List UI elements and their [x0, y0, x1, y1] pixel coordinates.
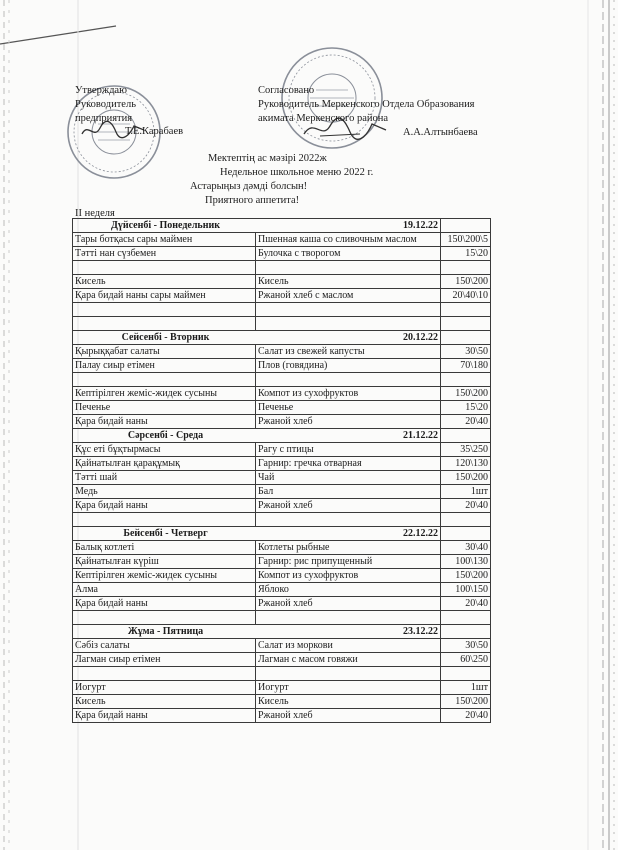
dish-kz: Лагман сиыр етімен — [73, 653, 256, 667]
dish-kz: Кисель — [73, 275, 256, 289]
day-header-row — [73, 625, 491, 639]
empty-cell — [441, 261, 491, 275]
menu-row — [73, 359, 491, 373]
menu-row — [73, 471, 491, 485]
dish-kz: Кептірілген жеміс-жидек сусыны — [73, 387, 256, 401]
menu-table — [72, 218, 491, 723]
portion: 150\200 — [441, 275, 491, 289]
portion: 20\40 — [441, 597, 491, 611]
day-header-cell — [73, 429, 441, 443]
empty-cell — [256, 513, 441, 527]
empty-cell — [73, 373, 256, 387]
menu-row — [73, 681, 491, 695]
menu-row — [73, 415, 491, 429]
dish-kz: Тары ботқасы сары маймен — [73, 233, 256, 247]
empty-cell — [441, 513, 491, 527]
portion: 150\200\5 — [441, 233, 491, 247]
empty-cell — [73, 611, 256, 625]
day-header-row — [73, 219, 491, 233]
portion: 120\130 — [441, 457, 491, 471]
empty-cell — [256, 261, 441, 275]
empty-cell — [73, 261, 256, 275]
day-header-row — [73, 527, 491, 541]
dish-kz: Сәбіз салаты — [73, 639, 256, 653]
day-header-cell — [73, 219, 441, 233]
day-date: 19.12.22 — [403, 220, 438, 231]
approval-organization: предприятия — [75, 113, 133, 124]
approval-title: Утверждаю — [75, 85, 127, 96]
menu-title-ru: Недельное школьное меню 2022 г. — [220, 167, 374, 178]
dish-kz: Қара бидай наны — [73, 597, 256, 611]
menu-row — [73, 709, 491, 723]
empty-cell — [256, 611, 441, 625]
empty-row — [73, 373, 491, 387]
day-header-cell — [73, 625, 441, 639]
dish-ru: Лагман с масом говяжи — [256, 653, 441, 667]
dish-ru: Бал — [256, 485, 441, 499]
menu-row — [73, 597, 491, 611]
day-header-row — [73, 331, 491, 345]
empty-cell — [73, 667, 256, 681]
menu-row — [73, 387, 491, 401]
dish-kz: Қара бидай наны — [73, 499, 256, 513]
empty-row — [73, 261, 491, 275]
dish-ru: Компот из сухофруктов — [256, 569, 441, 583]
day-header-cell — [73, 331, 441, 345]
portion: 30\50 — [441, 345, 491, 359]
menu-row — [73, 345, 491, 359]
dish-ru: Булочка с творогом — [256, 247, 441, 261]
empty-cell — [256, 317, 441, 331]
dish-kz: Қайнатылған қарақұмық — [73, 457, 256, 471]
dish-kz: Кептірілген жеміс-жидек сусыны — [73, 569, 256, 583]
menu-row — [73, 275, 491, 289]
dish-ru: Чай — [256, 471, 441, 485]
day-name: Жұма - Пятница — [127, 626, 204, 637]
menu-row — [73, 457, 491, 471]
portion: 15\20 — [441, 401, 491, 415]
day-date: 21.12.22 — [403, 430, 438, 441]
menu-row — [73, 653, 491, 667]
dish-kz: Иогурт — [73, 681, 256, 695]
portion: 20\40 — [441, 709, 491, 723]
empty-cell — [441, 429, 491, 443]
dish-ru: Ржаной хлеб с маслом — [256, 289, 441, 303]
menu-row — [73, 583, 491, 597]
empty-cell — [441, 611, 491, 625]
day-date: 22.12.22 — [403, 528, 438, 539]
portion: 20\40 — [441, 415, 491, 429]
dish-kz: Печенье — [73, 401, 256, 415]
wish-kz: Астарыңыз дәмді болсын! — [190, 181, 308, 192]
agreement-name: А.А.Алтынбаева — [403, 127, 478, 138]
portion: 60\250 — [441, 653, 491, 667]
menu-row — [73, 233, 491, 247]
dish-kz: Қара бидай наны — [73, 415, 256, 429]
empty-cell — [441, 373, 491, 387]
dish-kz: Құс еті бұқтырмасы — [73, 443, 256, 457]
empty-cell — [441, 527, 491, 541]
day-name: Сейсенбі - Вторник — [121, 332, 210, 343]
menu-row — [73, 499, 491, 513]
dish-kz: Балық котлеті — [73, 541, 256, 555]
portion: 30\40 — [441, 541, 491, 555]
approval-name: Т.Е.Карабаев — [125, 126, 184, 137]
menu-row — [73, 555, 491, 569]
portion: 30\50 — [441, 639, 491, 653]
empty-cell — [256, 373, 441, 387]
day-name: Дүйсенбі - Понедельник — [110, 220, 221, 231]
dish-ru: Ржаной хлеб — [256, 415, 441, 429]
empty-cell — [256, 303, 441, 317]
menu-row — [73, 443, 491, 457]
empty-cell — [73, 513, 256, 527]
dish-ru: Компот из сухофруктов — [256, 387, 441, 401]
dish-ru: Салат из моркови — [256, 639, 441, 653]
menu-row — [73, 541, 491, 555]
dish-kz: Медь — [73, 485, 256, 499]
portion: 1шт — [441, 681, 491, 695]
day-date: 20.12.22 — [403, 332, 438, 343]
day-date: 23.12.22 — [403, 626, 438, 637]
dish-ru: Гарнир: рис припущенный — [256, 555, 441, 569]
dish-kz: Қайнатылған күріш — [73, 555, 256, 569]
dish-ru: Иогурт — [256, 681, 441, 695]
menu-row — [73, 485, 491, 499]
empty-cell — [73, 303, 256, 317]
portion: 100\150 — [441, 583, 491, 597]
empty-cell — [256, 667, 441, 681]
day-header-row — [73, 429, 491, 443]
dish-kz: Алма — [73, 583, 256, 597]
menu-row — [73, 247, 491, 261]
portion: 35\250 — [441, 443, 491, 457]
portion: 150\200 — [441, 695, 491, 709]
empty-row — [73, 611, 491, 625]
dish-ru: Кисель — [256, 275, 441, 289]
empty-cell — [441, 303, 491, 317]
dish-ru: Ржаной хлеб — [256, 597, 441, 611]
day-name: Сәрсенбі - Среда — [127, 430, 204, 441]
dish-kz: Кисель — [73, 695, 256, 709]
dish-ru: Яблоко — [256, 583, 441, 597]
portion: 20\40 — [441, 499, 491, 513]
dish-kz: Қара бидай наны сары маймен — [73, 289, 256, 303]
empty-cell — [441, 317, 491, 331]
menu-row — [73, 401, 491, 415]
portion: 20\40\10 — [441, 289, 491, 303]
dish-kz: Палау сиыр етімен — [73, 359, 256, 373]
agreement-position: Руководитель Меркенского Отдела Образования — [258, 99, 475, 110]
menu-row — [73, 289, 491, 303]
day-header-cell — [73, 527, 441, 541]
portion: 1шт — [441, 485, 491, 499]
dish-ru: Ржаной хлеб — [256, 709, 441, 723]
agreement-title: Согласовано — [258, 85, 315, 96]
menu-row — [73, 639, 491, 653]
menu-title-kz: Мектептің ас мәзірі 2022ж — [208, 153, 327, 164]
empty-cell — [441, 331, 491, 345]
portion: 15\20 — [441, 247, 491, 261]
week-label: II неделя — [75, 208, 115, 219]
dish-ru: Рагу с птицы — [256, 443, 441, 457]
dish-ru: Ржаной хлеб — [256, 499, 441, 513]
menu-row — [73, 569, 491, 583]
portion: 100\130 — [441, 555, 491, 569]
menu-row — [73, 695, 491, 709]
dish-ru: Кисель — [256, 695, 441, 709]
dish-kz: Қырыққабат салаты — [73, 345, 256, 359]
portion: 150\200 — [441, 471, 491, 485]
dish-kz: Тәтті шай — [73, 471, 256, 485]
dish-ru: Котлеты рыбные — [256, 541, 441, 555]
dish-kz: Қара бидай наны — [73, 709, 256, 723]
wish-ru: Приятного аппетита! — [205, 195, 300, 206]
dish-ru: Пшенная каша со сливочным маслом — [256, 233, 441, 247]
dish-kz: Тәтті нан сүзбемен — [73, 247, 256, 261]
empty-cell — [441, 667, 491, 681]
empty-cell — [441, 625, 491, 639]
empty-row — [73, 317, 491, 331]
dish-ru: Плов (говядина) — [256, 359, 441, 373]
agreement-organization: акимата Меркенского района — [258, 113, 389, 124]
empty-row — [73, 303, 491, 317]
empty-cell — [73, 317, 256, 331]
dish-ru: Салат из свежей капусты — [256, 345, 441, 359]
portion: 150\200 — [441, 387, 491, 401]
day-name: Бейсенбі - Четверг — [123, 528, 208, 539]
dish-ru: Печенье — [256, 401, 441, 415]
dish-ru: Гарнир: гречка отварная — [256, 457, 441, 471]
empty-row — [73, 513, 491, 527]
empty-row — [73, 667, 491, 681]
empty-cell — [441, 219, 491, 233]
portion: 150\200 — [441, 569, 491, 583]
approval-position: Руководитель — [75, 99, 136, 110]
portion: 70\180 — [441, 359, 491, 373]
